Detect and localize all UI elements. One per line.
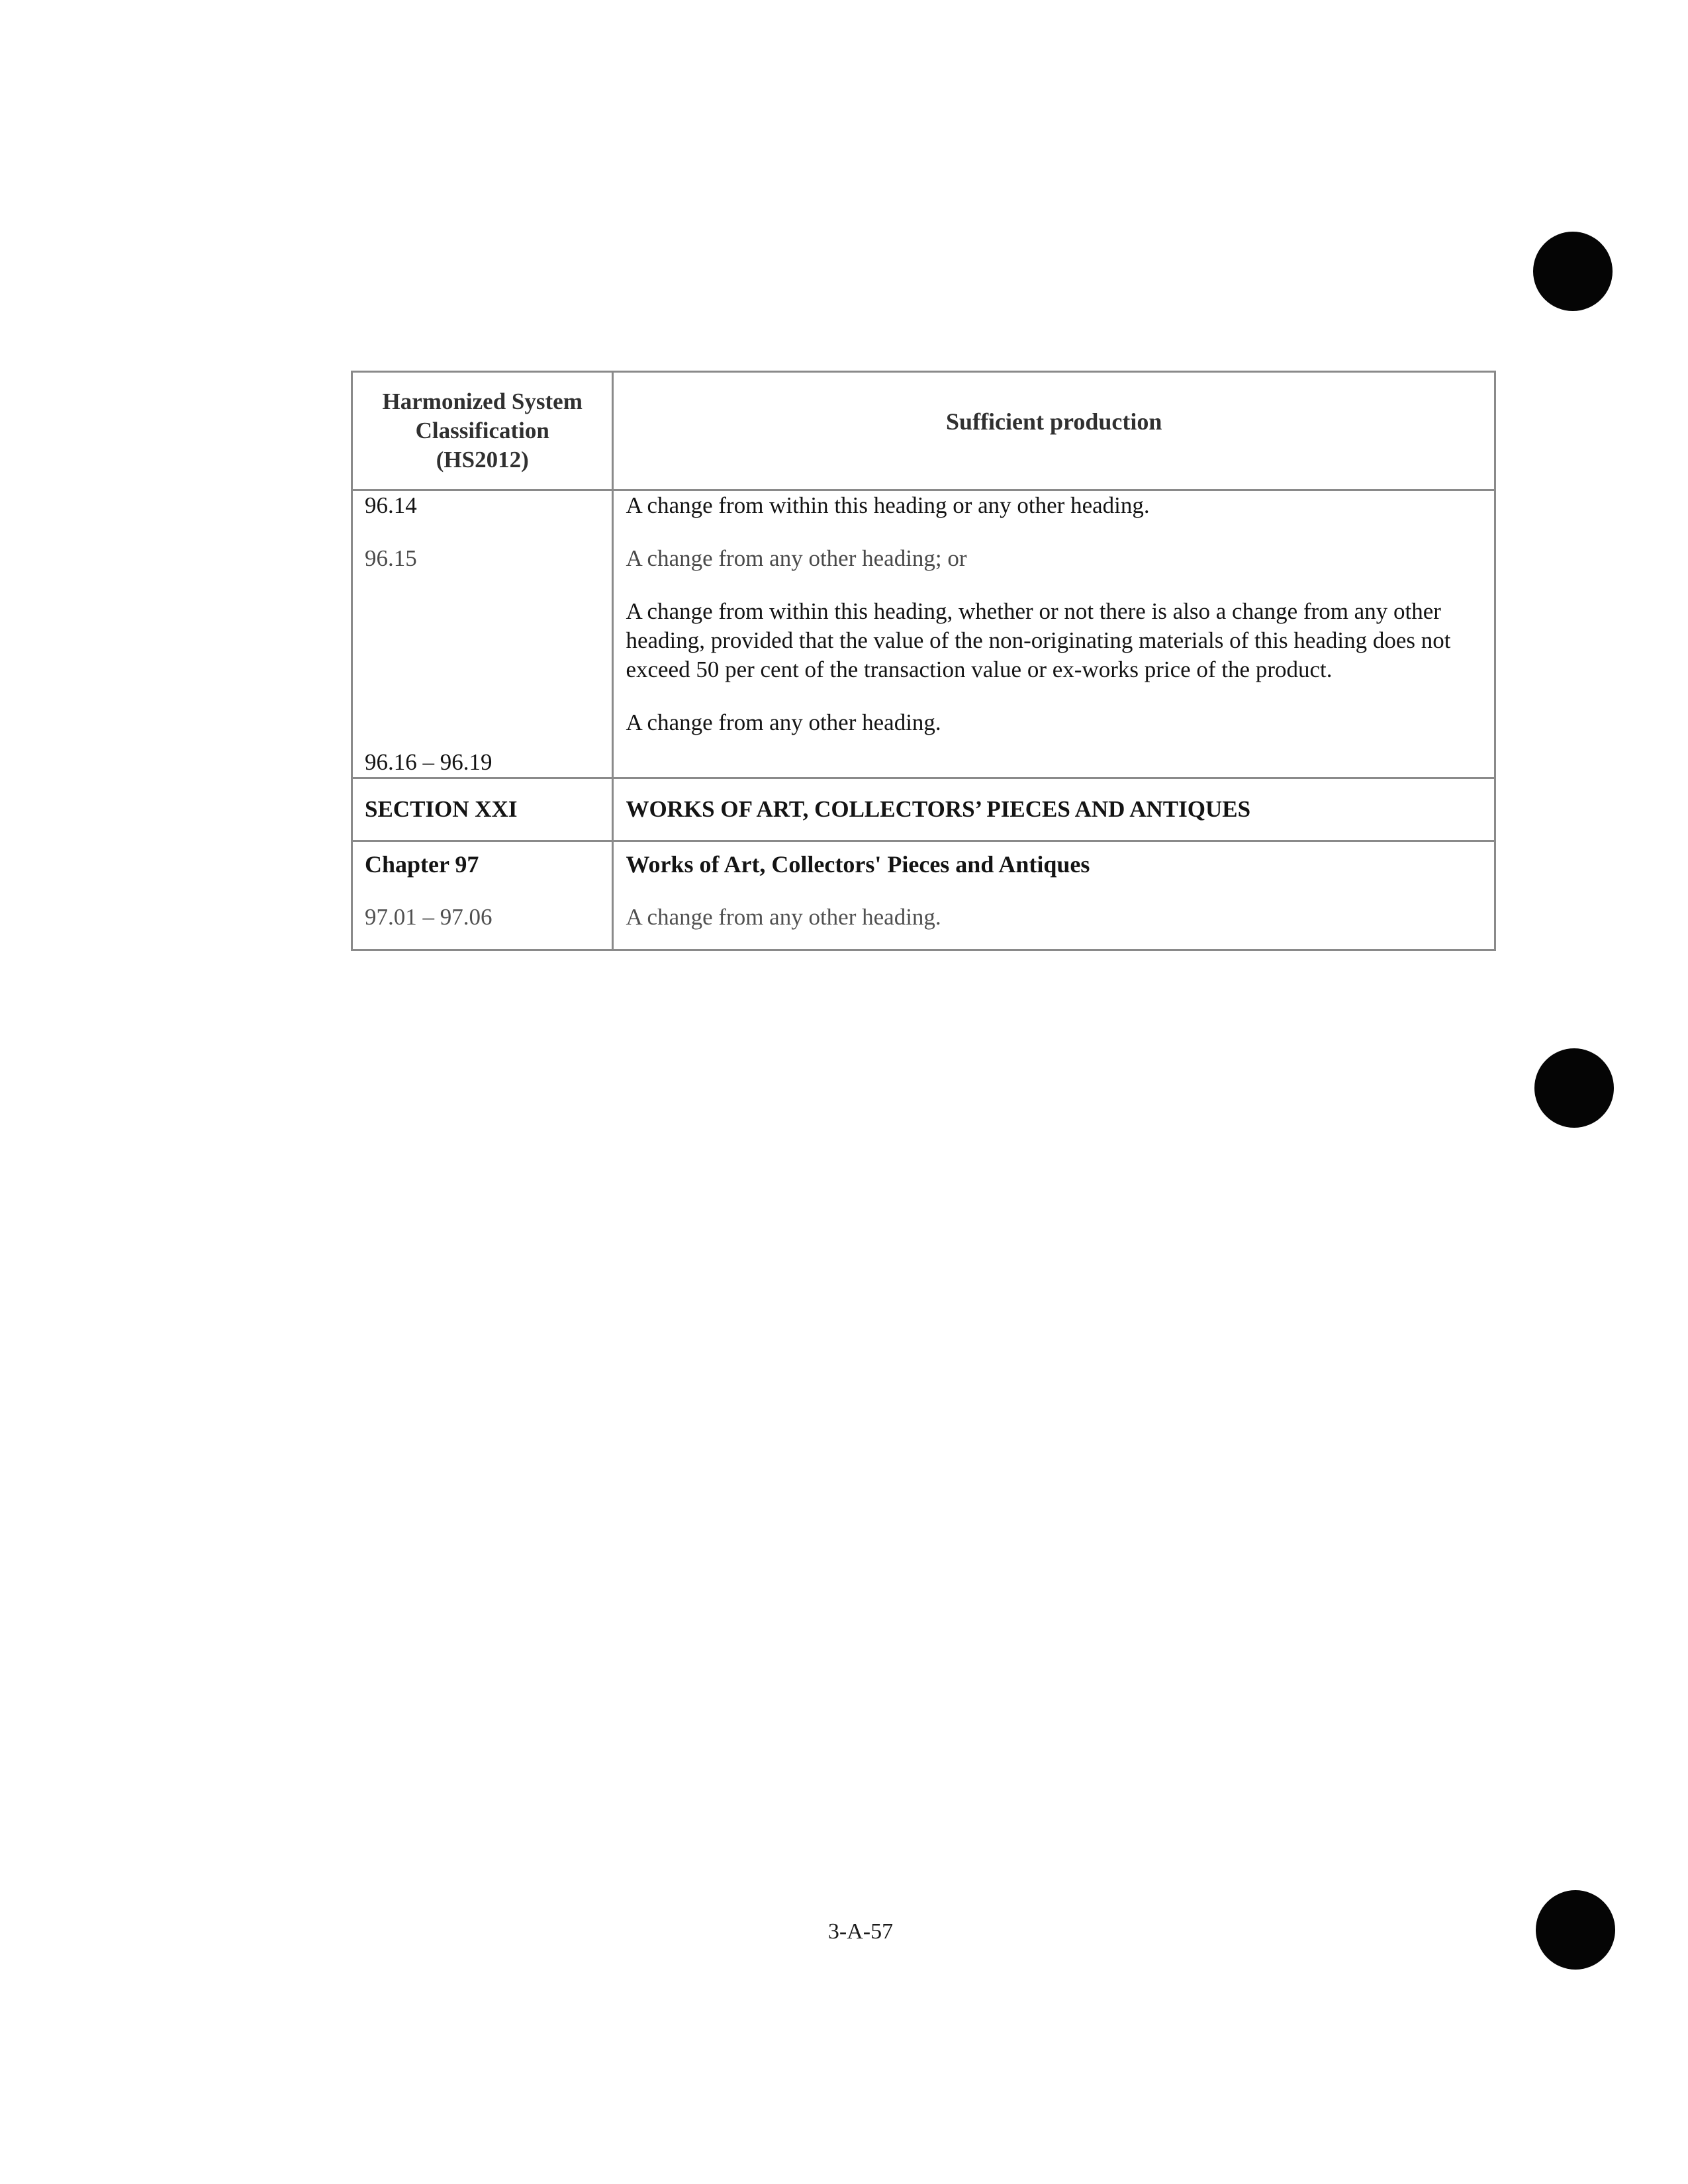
section-label: SECTION XXI [352,778,613,841]
section-row [352,778,1495,841]
chapter-rule-cell [613,841,1495,950]
hs-code-96-15: 96.15 [365,545,417,571]
rule-97-01-97-06: A change from any other heading. [626,904,941,930]
spacer [365,573,600,748]
rule-96-15-option-a: A change from any other heading; or [626,545,967,571]
page-number: 3-A-57 [827,1919,894,1944]
binder-hole-top [1533,232,1613,311]
section-title: WORKS OF ART, COLLECTORS’ PIECES AND ANTIQUES [613,778,1495,841]
table-header-row [352,372,1495,490]
rule-96-14: A change from within this heading or any other heading. [626,492,1150,518]
chapter-code-cell [352,841,613,950]
hs-code-97-01-97-06: 97.01 – 97.06 [365,904,492,930]
rule-cell [613,490,1495,778]
header-hs-line-1: Harmonized System [382,388,583,414]
binder-hole-bottom [1536,1890,1615,1970]
rule-96-15-option-b: A change from within this heading, whether or not there is also a change from any other heading, provided that the value of the non-originating materials of this heading does not exceed 50 per cent of the transaction value or ex-works price of the product. [626,598,1451,682]
chapter-title: Works of Art, Collectors' Pieces and Antiques [626,851,1090,878]
hs-code-cell [352,490,613,778]
table-row [352,490,1495,778]
chapter-row [352,841,1495,950]
chapter-label: Chapter 97 [365,851,479,878]
hs-code-96-16-96-19: 96.16 – 96.19 [365,749,492,775]
header-hs-classification [352,372,613,490]
rule-96-16-96-19: A change from any other heading. [626,709,941,735]
binder-hole-middle [1534,1048,1614,1128]
header-sufficient-production [613,372,1495,490]
rules-of-origin-table [351,371,1496,951]
header-hs-line-3: (HS2012) [436,447,529,473]
hs-code-96-14: 96.14 [365,492,417,518]
header-rule-label: Sufficient production [946,408,1162,435]
header-hs-line-2: Classification [415,418,549,443]
